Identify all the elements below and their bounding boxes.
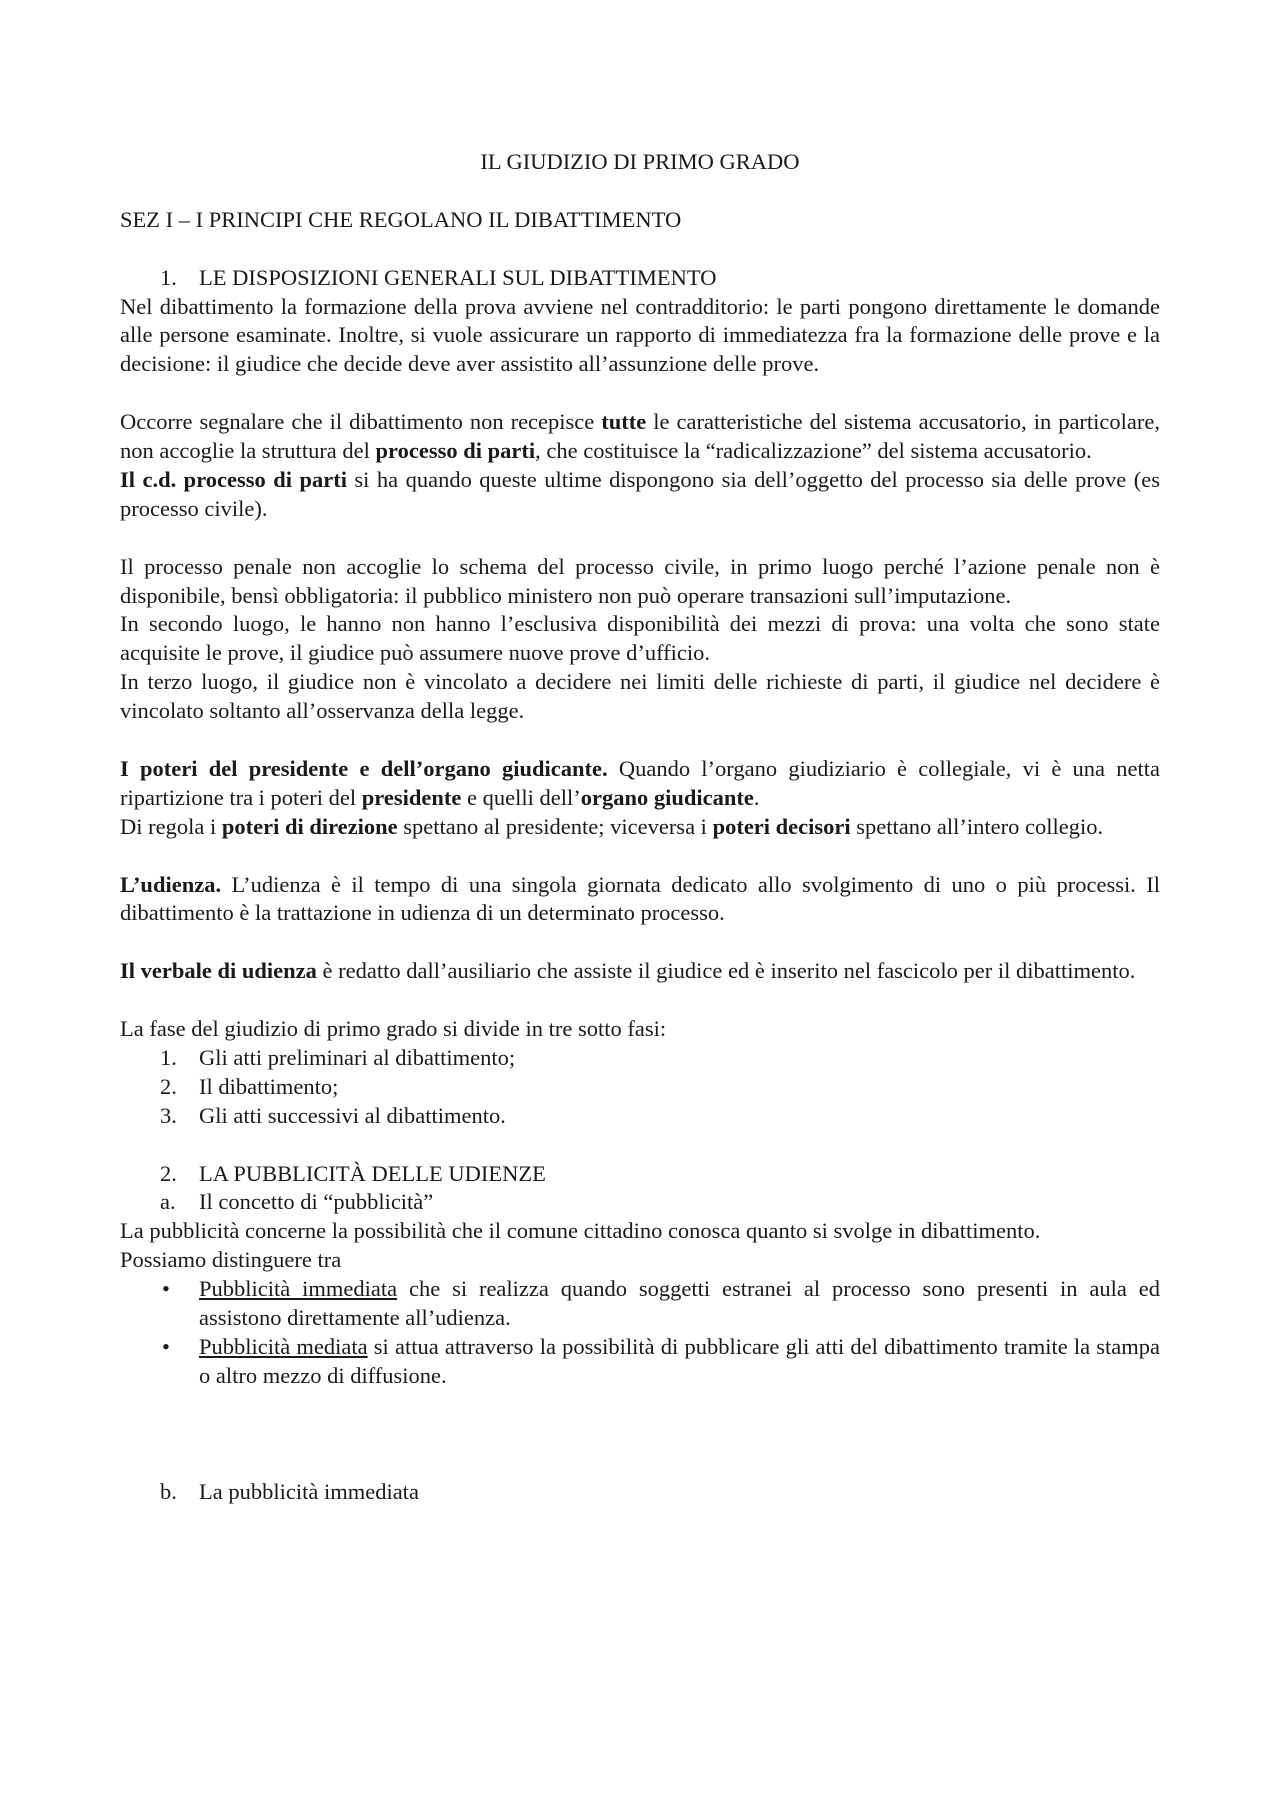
paragraph-5: In secondo luogo, le hanno non hanno l’esclusiva disponibilità dei mezzi di prova: una volta che sono state acquisite le prove, il giudice può assumere nuove prove d’ufficio. [120, 611, 1160, 666]
heading-2: 2. LA PUBBLICITÀ DELLE UDIENZE [160, 1160, 546, 1186]
paragraph-12: La pubblicità concerne la possibilità che il comune cittadino conosca quanto si svolge in dibattimento. [120, 1218, 1041, 1244]
subheading-b: b. La pubblicità immediata [160, 1478, 419, 1504]
subheading-a: a. Il concetto di “pubblicità” [160, 1189, 434, 1215]
section-heading: SEZ I – I PRINCIPI CHE REGOLANO IL DIBATTIMENTO [120, 206, 682, 232]
paragraph-13: Possiamo distinguere tra [120, 1247, 342, 1273]
paragraph-3: Il c.d. processo di parti si ha quando queste ultime dispongono sia dell’oggetto del processo sia delle prove (es processo civile). [120, 466, 1160, 521]
list-item: 3. Gli atti successivi al dibattimento. [160, 1102, 506, 1128]
document-page [120, 148, 1160, 1506]
paragraph-7: I poteri del presidente e dell’organo giudicante. Quando l’organo giudiziario è collegiale, vi è una netta ripartizione tra i poteri del presidente e quelli dell’organo giudicante. [120, 755, 1160, 810]
paragraph-6: In terzo luogo, il giudice non è vincolato a decidere nei limiti delle richieste di parti, il giudice nel decidere è vincolato soltanto all’osservanza della legge. [120, 669, 1160, 724]
paragraph-10: Il verbale di udienza è redatto dall’ausiliario che assiste il giudice ed è inserito nel fascicolo per il dibattimento. [120, 958, 1136, 984]
paragraph-9: L’udienza. L’udienza è il tempo di una singola giornata dedicato allo svolgimento di uno o più processi. Il dibattimento è la trattazione in udienza di un determinato processo. [120, 871, 1160, 926]
paragraph-4: Il processo penale non accoglie lo schema del processo civile, in primo luogo perché l’azione penale non è disponibile, bensì obbligatoria: il pubblico ministero non può operare transazioni sull’imputazione. [120, 553, 1160, 608]
bullet-icon: • [162, 1334, 170, 1360]
page-title: IL GIUDIZIO DI PRIMO GRADO [480, 149, 800, 174]
paragraph-8: Di regola i poteri di direzione spettano al presidente; viceversa i poteri decisori spettano all’intero collegio. [120, 813, 1104, 839]
bullet-item: • Pubblicità immediata che si realizza quando soggetti estranei al processo sono presenti in aula ed assistono direttamente all’udienza. [162, 1276, 1160, 1331]
bullet-item: • Pubblicità mediata si attua attraverso la possibilità di pubblicare gli atti del dibattimento tramite la stampa o altro mezzo di diffusione. [162, 1334, 1160, 1388]
list-item: 2. Il dibattimento; [160, 1073, 339, 1099]
list-item: 1. Gli atti preliminari al dibattimento; [160, 1044, 516, 1070]
bullet-icon: • [162, 1276, 170, 1302]
paragraph-1: Nel dibattimento la formazione della prova avviene nel contradditorio: le parti pongono direttamente le domande alle persone esaminate. Inoltre, si vuole assicurare un rapporto di immediatezza fra la formazione delle prove e la decisione: il giudice che decide deve aver assistito all’assunzione delle prove. [120, 293, 1160, 377]
heading-1: 1. LE DISPOSIZIONI GENERALI SUL DIBATTIMENTO [160, 264, 717, 290]
paragraph-2: Occorre segnalare che il dibattimento non recepisce tutte le caratteristiche del sistema accusatorio, in particolare, non accoglie la struttura del processo di parti, che costituisce la “radicalizzazione” del sistema accusatorio. [120, 409, 1161, 464]
paragraph-11: La fase del giudizio di primo grado si divide in tre sotto fasi: [120, 1016, 667, 1042]
